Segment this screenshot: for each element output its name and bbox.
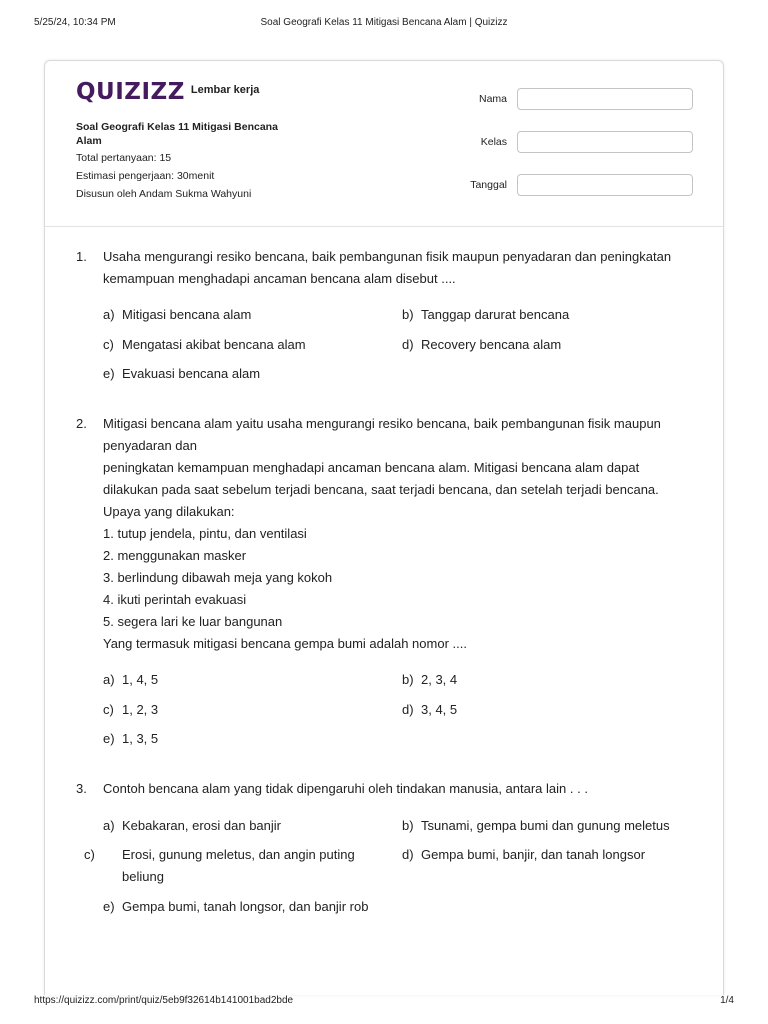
option-b[interactable]: b) 2, 3, 4 [402,672,458,687]
option-b[interactable]: b) Tsunami, gempa bumi dan gunung meletus [402,818,670,833]
option-e[interactable]: e) 1, 3, 5 [103,731,159,746]
name-label: Nama [478,93,507,105]
date-field[interactable] [517,174,693,196]
print-timestamp: 5/25/24, 10:34 PM [34,17,116,28]
worksheet [44,60,724,995]
print-header [34,17,734,31]
page-number: 1/4 [720,995,734,1006]
print-page-title: Soal Geografi Kelas 11 Mitigasi Bencana Alam | Quizizz [260,17,508,28]
class-field[interactable] [517,131,693,153]
author: Disusun oleh Andam Sukma Wahyuni [76,188,252,200]
worksheet-subtitle: Lembar kerja [190,83,260,96]
quizizz-logo [76,81,259,104]
date-label: Tanggal [470,179,507,191]
option-e[interactable]: e) Gempa bumi, tanah longsor, dan banjir rob [103,899,369,914]
class-label: Kelas [480,136,507,148]
option-a[interactable]: a) Mitigasi bencana alam [103,307,252,322]
option-c[interactable]: c) 1, 2, 3 [103,702,159,717]
option-c[interactable]: c) Erosi, gunung meletus, dan angin puting beliung [84,847,355,884]
page-url: https://quizizz.com/print/quiz/5eb9f32614b141001bad2bde [34,995,294,1006]
option-b[interactable]: b) Tanggap darurat bencana [402,307,570,322]
print-footer [34,995,734,1009]
estimated-time: Estimasi pengerjaan: 30menit [76,170,215,182]
worksheet-header [45,61,723,227]
option-c[interactable]: c) Mengatasi akibat bencana alam [103,337,306,352]
question-number: 3. [76,781,87,796]
question-number: 2. [76,416,87,431]
option-d[interactable]: d) Gempa bumi, banjir, dan tanah longsor [402,847,646,862]
question-text: Mitigasi bencana alam yaitu usaha mengurangi resiko bencana, baik pembangunan fisik maupun penyadaran dan peningkatan kemampuan menghadapi ancaman bencana alam. Mitigasi bencana alam dapat dilakukan pada saat sebelum terjadi bencana, saat terjadi bencana, dan setelah terjadi bencana. Upaya yang dilakukan: 1. tutup jendela, pintu, dan ventilasi 2. menggunakan masker 3. berlindung dibawah meja yang kokoh 4. ikuti perintah evakuasi 5. segera lari ke luar bangunan Yang termasuk mitigasi bencana gempa bumi adalah nomor .... [103,416,661,651]
question-text: Usaha mengurangi resiko bencana, baik pembangunan fisik maupun penyadaran dan peningkatan kemampuan menghadapi ancaman bencana alam disebut .... [103,249,672,286]
brand-wordmark: QUIZIZZ [76,79,185,105]
option-a[interactable]: a) Kebakaran, erosi dan banjir [103,818,281,833]
quiz-title: Soal Geografi Kelas 11 Mitigasi Bencana Alam [76,121,278,147]
option-a[interactable]: a) 1, 4, 5 [103,672,159,687]
question-number: 1. [76,249,87,264]
option-d[interactable]: d) 3, 4, 5 [402,702,458,717]
option-d[interactable]: d) Recovery bencana alam [402,337,562,352]
total-questions: Total pertanyaan: 15 [76,152,172,164]
question-text: Contoh bencana alam yang tidak dipengaruhi oleh tindakan manusia, antara lain . . . [103,781,588,796]
name-field[interactable] [517,88,693,110]
option-e[interactable]: e) Evakuasi bencana alam [103,366,261,381]
